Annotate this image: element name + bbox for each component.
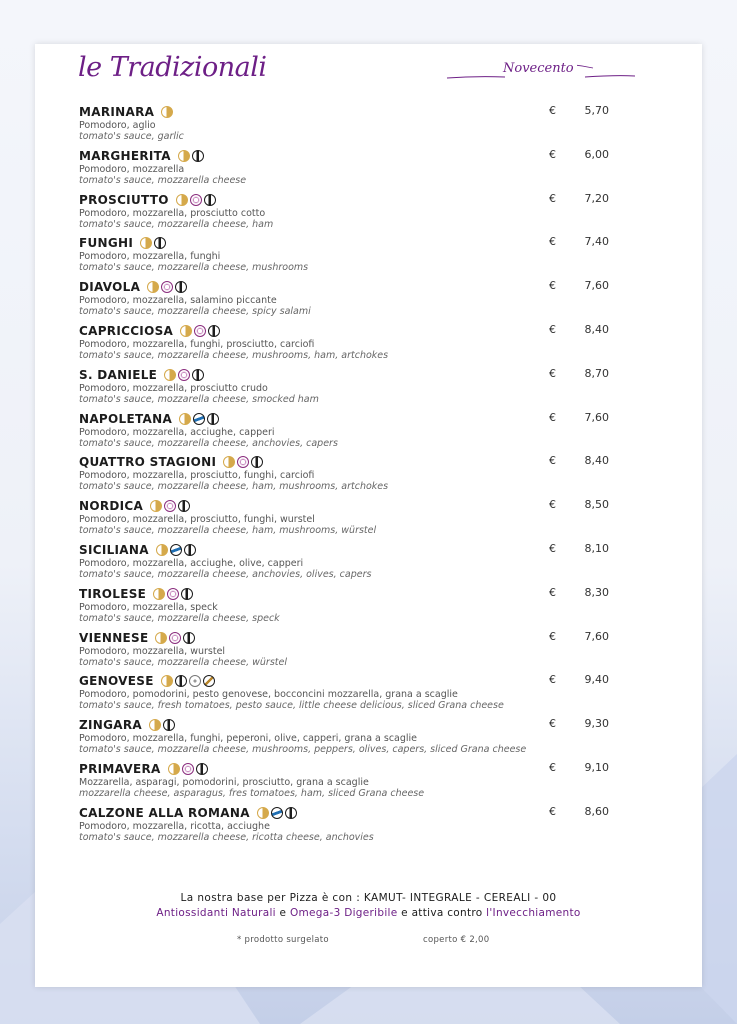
item-description-english: tomato's sauce, mozzarella cheese, ham [79, 218, 274, 230]
item-description-english: tomato's sauce, mozzarella cheese, anchovies, olives, capers [79, 568, 372, 580]
currency-symbol: € [549, 498, 556, 512]
pig-icon [164, 500, 176, 512]
item-name: DIAVOLA [79, 280, 141, 295]
pizza-menu-list [79, 104, 609, 849]
menu-item [79, 542, 609, 586]
currency-symbol: € [549, 629, 556, 643]
item-name-row [79, 235, 166, 251]
crust-icon [168, 763, 180, 775]
currency-symbol: € [549, 235, 556, 249]
item-price [549, 454, 609, 467]
allergen-icons [150, 500, 190, 512]
item-name: S. DANIELE [79, 367, 158, 382]
price-value: 7,60 [584, 410, 609, 424]
item-description-italian: Pomodoro, aglio [79, 120, 156, 131]
allergen-icons [164, 369, 204, 381]
pig-icon [167, 588, 179, 600]
allergen-icons [147, 281, 187, 293]
price-value: 9,30 [584, 717, 609, 731]
item-description-english: tomato's sauce, mozzarella cheese, mushrooms, peppers, olives, capers, sliced Grana cheese [79, 744, 527, 756]
item-description-italian: Pomodoro, mozzarella, prosciutto, funghi, wurstel [79, 514, 315, 526]
item-description-italian: Pomodoro, mozzarella, funghi, prosciutto, carciofi [79, 338, 315, 350]
cheese-icon [251, 456, 263, 468]
item-name-row [79, 454, 263, 470]
menu-item [79, 805, 609, 849]
price-value: 7,20 [584, 191, 609, 205]
price-value: 8,40 [584, 322, 609, 336]
cheese-icon [175, 675, 187, 687]
novecento-logo [445, 58, 637, 88]
pig-icon [178, 369, 190, 381]
pig-icon [169, 632, 181, 644]
item-price [549, 148, 609, 161]
crust-icon [149, 719, 161, 731]
allergen-icons [153, 588, 193, 600]
cheese-icon [196, 763, 208, 775]
menu-item [79, 235, 609, 279]
item-price [549, 761, 609, 774]
item-price [549, 586, 609, 599]
item-price [549, 235, 609, 248]
cheese-icon [204, 194, 216, 206]
item-name: SICILIANA [79, 542, 149, 557]
item-name-row [79, 630, 195, 646]
allergen-icons [155, 632, 195, 644]
cheese-icon [184, 544, 196, 556]
menu-item [79, 717, 609, 761]
price-value: 8,10 [584, 541, 609, 555]
conjunction-text: e [275, 907, 290, 919]
currency-symbol: € [549, 673, 556, 687]
item-price [549, 411, 609, 424]
item-description-italian: Pomodoro, pomodorini, pesto genovese, bocconcini mozzarella, grana a scaglie [79, 689, 458, 701]
item-description-italian: Pomodoro, mozzarella [79, 163, 185, 175]
currency-symbol: € [549, 585, 556, 599]
crust-icon [161, 106, 173, 118]
price-value: 7,60 [584, 279, 609, 293]
benefits-note [0, 907, 737, 919]
item-price [549, 367, 609, 380]
crust-icon [178, 150, 190, 162]
crust-icon [161, 675, 173, 687]
price-value: 9,10 [584, 760, 609, 774]
crust-icon [155, 632, 167, 644]
item-name: TIROLESE [79, 586, 147, 601]
price-value: 6,00 [584, 147, 609, 161]
menu-item [79, 148, 609, 192]
item-description-english: tomato's sauce, mozzarella cheese, mushrooms, ham, artchokes [79, 349, 389, 361]
currency-symbol: € [549, 322, 556, 336]
currency-symbol: € [549, 279, 556, 293]
allergen-icons [161, 675, 215, 687]
allergen-icons [178, 150, 204, 162]
logo-text: Novecento [500, 61, 577, 76]
menu-item [79, 323, 609, 367]
fish-icon [271, 807, 283, 819]
item-description-english: tomato's sauce, mozzarella cheese, ham, mushrooms, würstel [79, 525, 377, 537]
allergen-icons [223, 456, 263, 468]
item-name: CAPRICCIOSA [79, 323, 174, 338]
item-price [549, 279, 609, 292]
currency-symbol: € [549, 410, 556, 424]
section-title: le Tradizionali [78, 52, 267, 83]
fish-icon [170, 544, 182, 556]
item-name-row [79, 805, 297, 821]
item-name: VIENNESE [79, 630, 149, 645]
item-price [549, 498, 609, 511]
cheese-icon [175, 281, 187, 293]
currency-symbol: € [549, 366, 556, 380]
item-name-row [79, 673, 215, 689]
crust-icon [176, 194, 188, 206]
item-description-english: mozzarella cheese, asparagus, fres tomatoes, ham, sliced Grana cheese [79, 787, 425, 799]
item-description-english: tomato's sauce, mozzarella cheese, anchovies, capers [79, 437, 338, 449]
cheese-icon [207, 413, 219, 425]
currency-symbol: € [549, 147, 556, 161]
item-name: PRIMAVERA [79, 761, 161, 776]
menu-item [79, 454, 609, 498]
price-value: 7,60 [584, 629, 609, 643]
pizza-base-note: La nostra base per Pizza è con : KAMUT- INTEGRALE - CEREALI - 00 [180, 892, 557, 904]
item-description-english: tomato's sauce, mozzarella cheese, ham, mushrooms, artchokes [79, 481, 389, 493]
item-name-row [79, 192, 216, 208]
cover-charge-note: coperto € 2,00 [423, 935, 490, 945]
item-name-row [79, 367, 204, 383]
item-price [549, 192, 609, 205]
item-description-italian: Pomodoro, mozzarella, ricotta, acciughe [79, 820, 270, 832]
crust-icon [147, 281, 159, 293]
cheese-icon [208, 325, 220, 337]
item-name-row [79, 542, 196, 558]
item-name: NORDICA [79, 499, 144, 514]
allergen-icons [180, 325, 220, 337]
cheese-icon [178, 500, 190, 512]
item-description-italian: Pomodoro, mozzarella, wurstel [79, 645, 226, 657]
item-name: ZINGARA [79, 718, 142, 733]
price-value: 8,40 [584, 454, 609, 468]
item-price [549, 630, 609, 643]
item-description-english: tomato's sauce, mozzarella cheese, ricotta cheese, anchovies [79, 831, 374, 843]
antioxidant-text: Antiossidanti Naturali [156, 907, 276, 919]
item-description-italian: Pomodoro, mozzarella, acciughe, capperi [79, 426, 275, 438]
item-description-english: tomato's sauce, mozzarella cheese [79, 174, 247, 186]
item-name: QUATTRO STAGIONI [79, 455, 217, 470]
allergen-icons [156, 544, 196, 556]
item-name: GENOVESE [79, 674, 154, 689]
item-name-row [79, 323, 220, 339]
item-description-english: tomato's sauce, garlic [79, 131, 184, 142]
menu-item [79, 498, 609, 542]
item-description-italian: Pomodoro, mozzarella, prosciutto, funghi, carciofi [79, 470, 315, 482]
knife-icon [203, 675, 215, 687]
allergen-icons [257, 807, 297, 819]
item-name: MARGHERITA [79, 148, 171, 163]
item-name-row [79, 279, 187, 295]
crust-icon [223, 456, 235, 468]
currency-symbol: € [549, 104, 556, 117]
currency-symbol: € [549, 541, 556, 555]
menu-item [79, 411, 609, 455]
item-description-english: tomato's sauce, mozzarella cheese, spicy salami [79, 306, 311, 318]
allergen-icons [176, 194, 216, 206]
menu-item [79, 192, 609, 236]
item-name: NAPOLETANA [79, 411, 173, 426]
crust-icon [150, 500, 162, 512]
item-name-row [79, 411, 219, 427]
pig-icon [194, 325, 206, 337]
price-value: 8,70 [584, 366, 609, 380]
currency-symbol: € [549, 191, 556, 205]
price-value: 5,70 [584, 104, 609, 117]
item-name-row [79, 586, 193, 602]
item-name: MARINARA [79, 105, 155, 119]
item-name: CALZONE ALLA ROMANA [79, 805, 250, 820]
price-value: 8,50 [584, 498, 609, 512]
item-price [549, 717, 609, 730]
item-description-english: tomato's sauce, mozzarella cheese, würstel [79, 656, 287, 668]
cheese-icon [163, 719, 175, 731]
item-description-italian: Pomodoro, mozzarella, prosciutto crudo [79, 382, 268, 394]
menu-item [79, 586, 609, 630]
item-name-row [79, 148, 204, 164]
item-description-italian: Mozzarella, asparagi, pomodorini, prosciutto, grana a scaglie [79, 776, 369, 788]
item-name-row [79, 717, 175, 733]
cheese-icon [154, 237, 166, 249]
cheese-icon [181, 588, 193, 600]
crust-icon [156, 544, 168, 556]
item-name-row [79, 761, 208, 777]
crust-icon [179, 413, 191, 425]
fish-icon [193, 413, 205, 425]
item-description-english: tomato's sauce, mozzarella cheese, mushrooms [79, 262, 309, 274]
crust-icon [180, 325, 192, 337]
crust-icon [164, 369, 176, 381]
pig-icon [182, 763, 194, 775]
leaf-icon [189, 675, 201, 687]
crust-icon [257, 807, 269, 819]
currency-symbol: € [549, 717, 556, 731]
menu-item [79, 761, 609, 805]
item-description-english: tomato's sauce, fresh tomatoes, pesto sauce, little cheese delicious, sliced Grana cheese [79, 700, 504, 712]
item-description-english: tomato's sauce, mozzarella cheese, speck [79, 612, 280, 624]
pig-icon [237, 456, 249, 468]
cheese-icon [192, 369, 204, 381]
allergen-icons [179, 413, 219, 425]
omega-text: Omega-3 Digeribile [289, 907, 398, 919]
item-description-italian: Pomodoro, mozzarella, speck [79, 601, 218, 613]
menu-item [79, 367, 609, 411]
item-price [549, 104, 609, 117]
item-name-row [79, 104, 173, 120]
cheese-icon [192, 150, 204, 162]
price-value: 8,60 [584, 804, 609, 818]
cheese-icon [285, 807, 297, 819]
item-price [549, 673, 609, 686]
item-price [549, 323, 609, 336]
price-value: 8,30 [584, 585, 609, 599]
item-description-italian: Pomodoro, mozzarella, acciughe, olive, capperi [79, 557, 304, 569]
item-description-italian: Pomodoro, mozzarella, prosciutto cotto [79, 207, 266, 219]
item-price [549, 542, 609, 555]
frozen-product-note: * prodotto surgelato [237, 935, 329, 945]
item-description-english: tomato's sauce, mozzarella cheese, smocked ham [79, 393, 319, 405]
item-description-italian: Pomodoro, mozzarella, funghi, peperoni, olive, capperi, grana a scaglie [79, 733, 418, 745]
item-description-italian: Pomodoro, mozzarella, funghi [79, 251, 221, 263]
menu-item [79, 279, 609, 323]
allergen-icons [168, 763, 208, 775]
currency-symbol: € [549, 760, 556, 774]
allergen-icons [140, 237, 166, 249]
item-name: FUNGHI [79, 236, 134, 251]
item-name-row [79, 498, 190, 514]
item-name: PROSCIUTTO [79, 192, 169, 207]
item-description-italian: Pomodoro, mozzarella, salamino piccante [79, 295, 277, 307]
price-value: 7,40 [584, 235, 609, 249]
menu-item [79, 104, 609, 148]
menu-item [79, 673, 609, 717]
cheese-icon [183, 632, 195, 644]
crust-icon [153, 588, 165, 600]
aging-text: l'Invecchiamento [486, 907, 581, 919]
currency-symbol: € [549, 454, 556, 468]
crust-icon [140, 237, 152, 249]
active-against-text: e attiva contro [397, 907, 487, 919]
currency-symbol: € [549, 804, 556, 818]
allergen-icons [161, 106, 173, 118]
pig-icon [190, 194, 202, 206]
allergen-icons [149, 719, 175, 731]
pig-icon [161, 281, 173, 293]
item-price [549, 805, 609, 818]
price-value: 9,40 [584, 673, 609, 687]
menu-item [79, 630, 609, 674]
